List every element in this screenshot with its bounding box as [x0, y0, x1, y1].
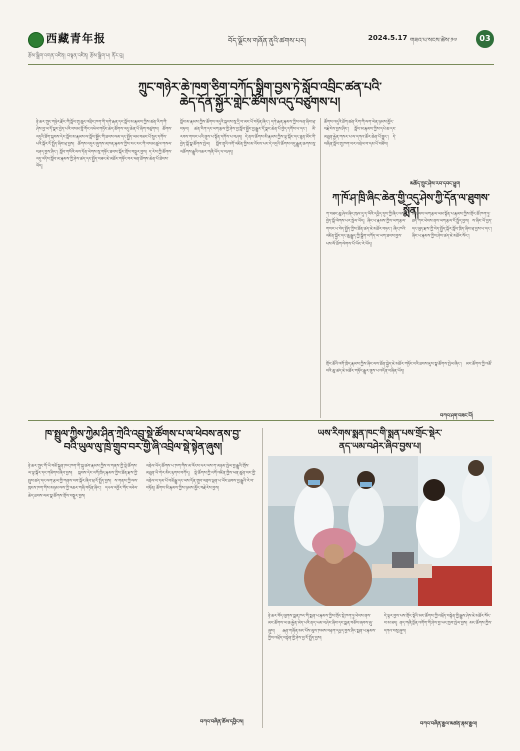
- section-rule: [28, 420, 494, 421]
- page-number-badge: 03: [476, 30, 494, 48]
- medical-checkup-photo: [268, 456, 492, 606]
- article4-byline: བཀའ་བཞིན་རྒྱལ་མཚན་རྣམ་རྒྱལ།: [420, 721, 477, 727]
- column-divider: [320, 118, 321, 418]
- article3-column-1: ཉེ་ཆར་ཀྲུང་གོ་ཡི་བཟོ་སྐྲུན་ཁང་ཁག་གི་སྐུ་ཚབ་རྣམས་ཀྱིས་ས་གནས་ཀྱི་སྡེ་ཚོགས་ལ་ལྟ་སྐོར་དང་གཟིགས་ཞིབ་བྱས། སྐབས་དེར་འགོ་ཁྲིད་རྣམས་ཀྱིས་ཐོན་རྫས་ཀྱི་སྤུས་ཚད་དང་ལག་རྩལ་གྱི་གནས་བབ་སྐོར་ཞིབ་ཕྲ་ངོ་སྤྲོད་བྱས། ས་གནས་ཀྱི་ལས་ཁུངས་ཁག་གིས་མཉམ་ལས་ཀྱི་འཆར་གཞི་བཏོན་ཞིང་། དཔལ་འབྱོར་གོང་འཕེལ་ཆེད་ཐབས་ལམ་སྣ་ཚོགས་གྲོས་བསྡུར་བྱས།: [28, 463, 138, 498]
- article2-column-2: ཞིང་ལས་ལག་རྩལ་ལམ་སྟོན་པ་རྣམས་ཀྱིས་གྲོང་ཚོ་ཁག་ཏུ་ཐད་ཀར་ཕེབས་ནས་ལག་རྩལ་ངོ་སྤྲོད་བྱས། ས་ཞིང་ཡོ་བྱད་དང་ལུད་རྫས་ཀྱི་བེད་སྤྱོད་སྐོར་སློབ་ཁྲིད་ཞིབ་ཕྲ་བྱས་པ་དང་། ཞིང་པ་རྣམས་ཀྱིས་ཤེས་ཚད་ཇེ་མཐོར་སོང་།: [412, 211, 492, 239]
- paper-name: 西藏青年报: [46, 32, 106, 45]
- article2-byline: བཀའ་ཤག་བཟང་པོ།: [440, 413, 473, 419]
- issue-date: 2024.5.17: [368, 34, 408, 42]
- article2-column-1: ཀ་བཟང་ཆུ་ཤེལ་ཞིང་ཁུལ་དུ་ད་ལོའི་དཔྱིད་དུས་ཀྱི་ཞིང་ལས་བྱེད་སྒོ་ལེགས་པར་སྤེལ་ཡོད། ཞིང་པ་རྣམས་ཀྱིས་ལག་རྩལ་གསར་པ་བེད་སྤྱོད་ཀྱིས་ཐོན་ཚད་ཇེ་མཐོར་བཏང་། ཞིང་ཁའི་འཛིན་སྐྱོང་དང་ཆུ་རྒྱུད་ཀྱི་སྒྲིག་བཀོད་ལ་ཡག་ཐབས་བྱས་པས་ལོ་ཐོག་ལེགས་པོ་ཡོང་རེ་ཡོད།: [326, 211, 406, 246]
- article1-column-1: ཉེ་ཆར་ཀྲུང་གཉེར་རྫོང་གི་སློབ་གྲྭ་ཆུང་འབྲིང་ཁག་གི་དགེ་རྒན་དང་སློབ་མ་རྣམས་ཀྱིས་ཚན་རིག་གི་ཤེས་བྱ་ལ་དོ་སྣང་བྱེད་པའི་བསམ་བློ་གོང་འཕེལ་གཏོང་ཆེད་ཚོགས་འདུ་ཆེན་པོ་ཞིག་བཙུགས། ཚོགས་འདུའི་ཐོག་སྐབས་དེར་སློབ་མ་རྣམས་ལ་སློབ་སྦྱོང་གི་ཐབས་ལམ་དང་སྤྱོད་ལམ་བཟང་པོ་སྲུང་དགོས་པའི་སྐོར་ངོ་སྤྲོད་ཞིབ་ཕྲ་བྱས། ཚོགས་འདུར་ཞུགས་མཁན་རྣམས་ཀྱིས་རང་རང་གི་བསམ་ཚུལ་གསལ་བཤད་བྱས་ཤིང་། སློབ་གསོའི་ལས་དོན་ལེགས་སུ་གཏོང་ཐབས་སྐོར་གྲོས་བསྡུར་བྱས། ད་རེས་ཀྱི་ཚོགས་འདུ་འདིས་སློབ་མ་རྣམས་ཀྱི་ཤེས་ཚད་དང་སྤྱོད་བཟང་ཇེ་མཐོར་གཏོང་བར་ཕན་ཐོགས་ཆེན་པོ་ཐེབས་ཡོད།: [36, 119, 172, 169]
- masthead-subline: རྩོམ་སྒྲིག་འགན་འཛིན། བསྟན་འཛིན། རྩོམ་སྒྲིག་པ། ནོར་བུ།: [28, 53, 124, 59]
- article1-headline: [40, 80, 480, 110]
- article2-headline: ཀ་ཁོ་ཤ་ཁྲི་ཞིང་ཆེན་གྱི་འདུ་ཤེས་ཀྱི་དོན་ལ་ཐུགས་སྨོན།: [332, 193, 490, 217]
- article1-column-2: སློབ་མ་རྣམས་ཀྱིས་ཚོགས་འདུའི་སྐབས་སུ་དྲི་བ་མང་པོ་བཏོན་ཞིང་། དགེ་རྒན་རྣམས་ཀྱིས་ལན་ཞིབ་ཕྲ་བཏབ། ཚན་རིག་དང་ལག་རྩལ་གྱི་ཤེས་བྱ་སློབ་སྦྱོང་བྱ་རྒྱུར་དོ་སྣང་ཆེན་པོ་བྱེད་དགོས་པ་དང་། མི་རབས་གསར་པའི་ནུས་པ་སྟོན་དགོས་པ་བཤད། དེ་ནས་ཚོགས་མི་རྣམས་ཀྱིས་ལྟ་སྐོར་དང་ཐུན་མོང་གི་བྱེད་སྒོ་སྣ་ཚོགས་སྤེལ། སློབ་གྲྭའི་འགོ་འཛིན་གྱིས་མ་འོངས་པར་དེ་འདྲའི་ཚོགས་འདུ་རྒྱུན་ཆགས་སུ་འཚོགས་རྒྱུའི་འཆར་གཞི་ཡོད་པ་བཤད།: [180, 119, 316, 154]
- issue-weekday: གཟའ་པ་སངས་ཚེས་༡༧: [410, 37, 458, 44]
- article3-headline: [28, 428, 258, 454]
- masthead-rule: [28, 64, 494, 65]
- article4-column-2: དེ་ལྟར་བྱས་པས་གྲོང་སྡེའི་མང་ཚོགས་ཀྱི་འཕྲོད་བསྟེན་གྱི་རྒྱུས་ཤེས་ཇེ་མཐོར་སོང་བ་མ་ཟད། ནད་གཞི་སྔོན་འགོག་གི་ཤེས་བྱ་ཡང་ཁྱབ་སྤེལ་བྱས། མང་ཚོགས་ཀྱིས་དགའ་བསུ་ཞུས།: [384, 613, 492, 633]
- column-divider-2: [262, 428, 263, 728]
- article4-headline-line2: ནད་ཡམ་བཤེར་ཞིབ་བྱས་པ།: [339, 442, 421, 452]
- article4-headline-line1: ཡས་རིགས་སྨན་ཁང་གི་སྨན་པས་གྲོང་སྡེར་: [317, 429, 443, 439]
- newspaper-logo-icon: [28, 32, 44, 48]
- article3-column-2: འབྲེལ་ཡོད་ཚོགས་པ་ཁག་གིས་མ་འོངས་པར་ལས་ཀ་མཉམ་སྤེལ་བྱ་རྒྱུའི་གྲོས་མཐུན་ཡི་གེར་མིང་རྟགས་བཀོད། སྡེ་ཚོགས་ཀྱི་འགོ་འཛིན་གྱིས་ཕན་ཚུན་བར་གྱི་འབྲེལ་བ་དམ་པོ་བཟོ་རྒྱུ་དང་ལས་དོན་གྲུབ་འབྲས་ལྡན་པ་ཡོང་ཐབས་བྱ་རྒྱུའི་རེ་བ་བཏོན། ཚོགས་མི་རྣམས་ཀྱིས་ཉམས་མྱོང་བརྗེ་རེས་བྱས།: [146, 463, 256, 491]
- article1-headline-line1: ཀྲུང་གཉེར་ཆེ་ཁག་ཅིག་བཀོད་སྒྲིག་བྱས་ཏེ་སློབ་འབྲིང་ཚན་པའི་: [138, 80, 382, 94]
- article1-column-3: ཚོགས་འདུའི་ཐོག་ཚན་རིག་གི་ལག་ལེན་ཉམས་མྱོང་བརྗེ་རེས་བྱས་ཤིང་། སློབ་མ་རྣམས་ཀྱིས་དཔེ་ཆ་དང་མཐུན་རྐྱེན་གསར་པ་ལ་དགའ་ཚོར་ཆེན་པོ་བྱུང་། དེ་བཞིན་སློབ་གྲྭ་ཁག་བར་འབྲེལ་བ་དམ་པོ་བཟོས།: [324, 119, 396, 147]
- article2-column-3: གྲོང་ཚོའི་འགོ་ཁྲིད་རྣམས་ཀྱིས་ཞིང་ལས་ཐོན་སྐྱེད་ཇེ་མཐོར་གཏོང་བའི་ཐབས་ཇུས་སྣ་ཚོགས་སྤེལ་ཞིང་། མང་ཚོགས་ཀྱི་འཚོ་བའི་ཆུ་ཚད་ཇེ་མཐོར་གཏོང་རྒྱུར་ནུས་པ་འདོན་བཞིན་ཡོད།: [326, 361, 492, 374]
- article4-column-1: ཉེ་ཆར་བོད་ལུགས་སྨན་ཁང་གི་སྨན་པ་རྣམས་ཀྱིས་གྲོང་སྡེ་ཁག་ཏུ་ཕེབས་ནས་མང་ཚོགས་ལ་ཆ་རྐྱེན་མེད་པའི་ནད་ཡམ་བཤེར་ཞིབ་དང་སྨན་བཅོས་ཞབས་ཞུ་ཞུས། རྒན་གཞོན་མང་པོས་ལུས་ཁམས་བརྟག་དཔྱད་བྱས་ཤིང་སྨན་པ་རྣམས་ཀྱིས་འཕྲོད་བསྟེན་གྱི་ཤེས་བྱ་ངོ་སྤྲོད་བྱས།: [268, 613, 376, 641]
- article4-headline: [268, 428, 492, 454]
- article3-byline: བཀའ་བཞིན་ཆོས་དབྱིངས།: [200, 719, 244, 725]
- masthead: [28, 30, 494, 64]
- article3-headline-line1: ཁ་སྤྲུལ་ཀྱིས་ཀྱེམ་ཤིན་ཀྲེའི་འབྲུ་སྡེ་ཚོགས་པ་ལ་ཕེབས་ནས་བྱ་: [44, 429, 242, 440]
- article1-byline: མཆོད་ཀྲུང་ཤེས་རབ་དབང་ཕྱུག: [410, 181, 460, 187]
- section-title: བོད་ལྗོངས་གཞོན་ནུའི་ཚགས་པར།: [228, 37, 306, 45]
- article3-headline-line2: བའི་ཡུལ་ལུ་ཁྲེ་གྲུབ་བར་གྱི་ཞི་འབྲེལ་སྡེ་སྟེན་ཞུས།: [63, 442, 223, 453]
- article1-headline-line2: ཆེད་དོན་སྐྱོར་གླེང་ཚོགས་འདུ་བཙུགས་པ།: [179, 95, 341, 109]
